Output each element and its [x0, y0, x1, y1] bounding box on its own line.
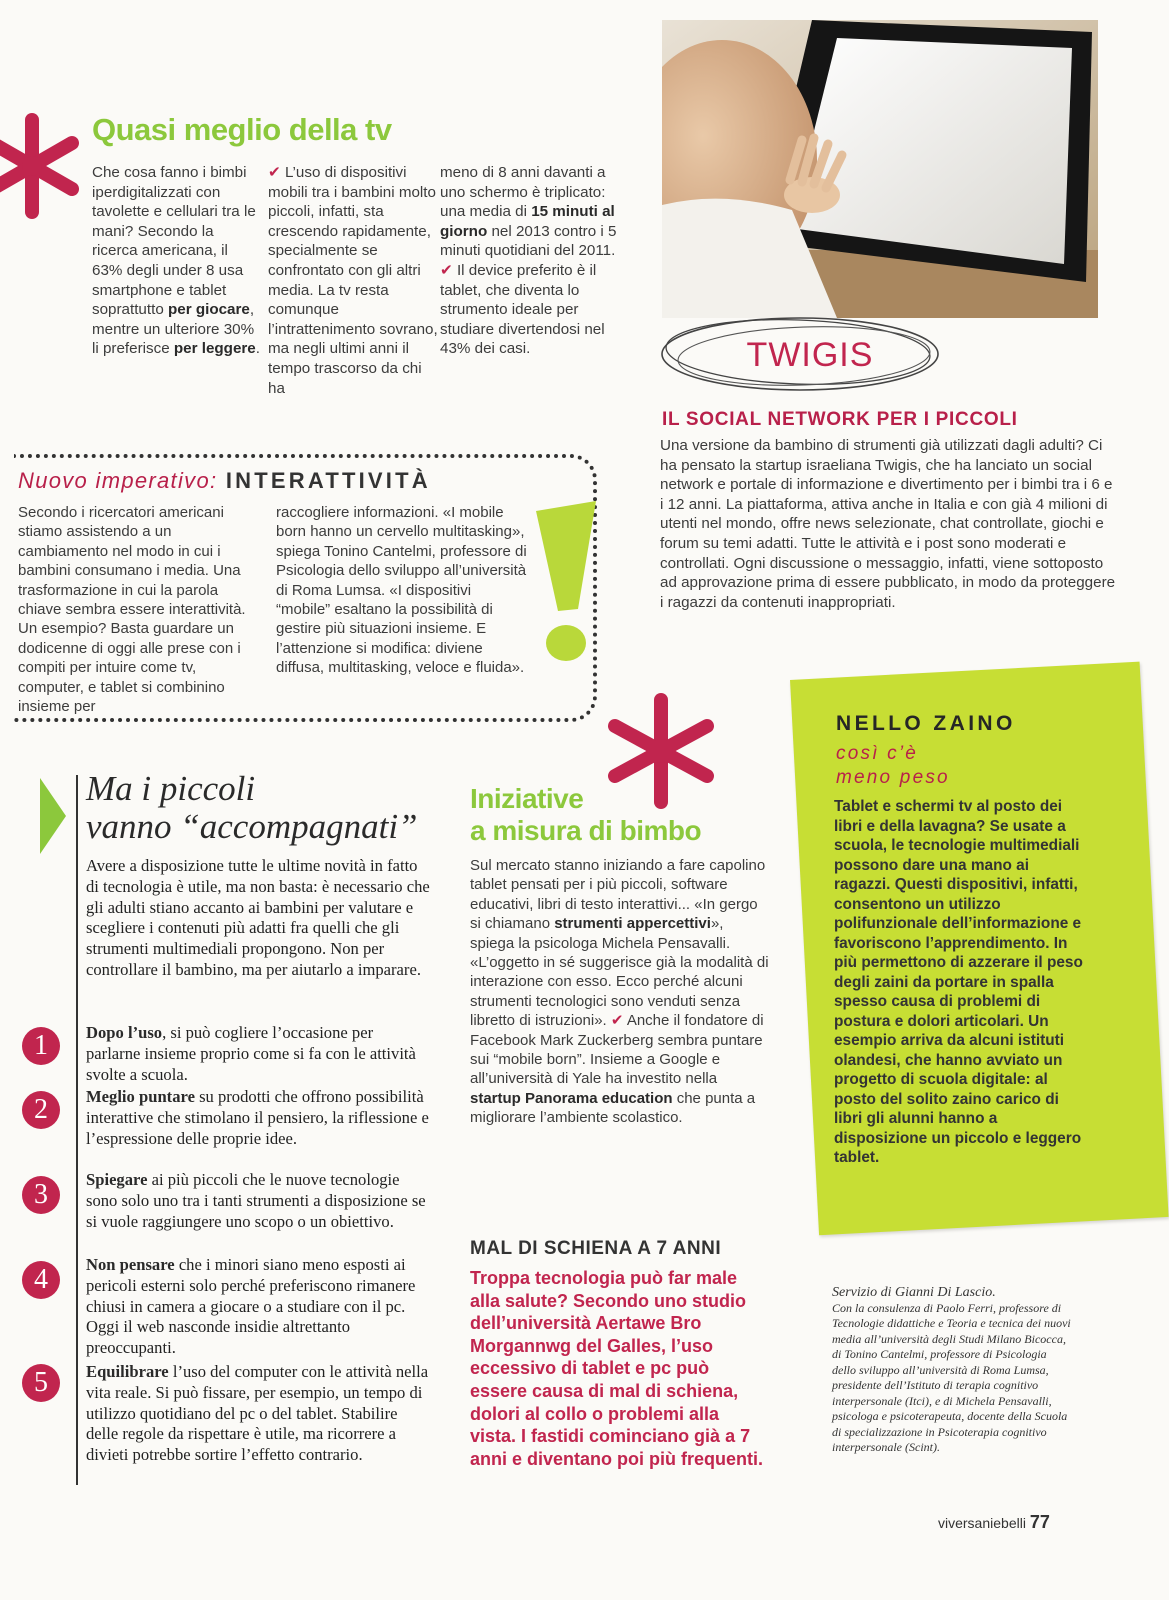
page-footer	[938, 1512, 1050, 1533]
item-text: l’uso del computer con le attività nella vita reale. Si può fissare, per esempio, un tempo di utilizzo quotidiano del pc o del tablet. Stabilire delle regole da rispettare è utile, ma ricorrere a divieti potrebbe sortire l’effetto contrario.	[86, 1362, 429, 1465]
number-badge: 5	[22, 1364, 60, 1402]
box-subtitle-line: così c’è	[836, 743, 919, 764]
twigis-logo-text: TWIGIS	[746, 336, 874, 374]
item-lead: Meglio puntare	[86, 1087, 195, 1106]
check-icon: ✔	[610, 1012, 624, 1030]
number-badge: 2	[22, 1091, 60, 1129]
item-lead: Spiegare	[86, 1170, 148, 1189]
text-run: Sul mercato stanno iniziando a fare capolino tablet pensati per i più piccoli, software educativi, libri di testo interattivi... «In gergo si chiamano	[470, 857, 766, 933]
number-badge: 1	[22, 1027, 60, 1065]
article-column	[268, 163, 438, 398]
item-lead: Non pensare	[86, 1255, 175, 1274]
vertical-rule	[76, 775, 78, 1485]
text-run: Il device preferito è il tablet, che diventa lo strumento ideale per studiare divertendosi nel 43% dei casi.	[440, 261, 605, 358]
list-item	[86, 1087, 431, 1149]
text-run: Anche il fondatore di Facebook Mark Zuckerberg sembra puntare sui “mobile born”. Insieme a Google e all’università di Yale ha investito nella	[470, 1012, 764, 1088]
article-column: Secondo i ricercatori americani stiamo assistendo a un cambiamento nel modo in cui i bambini consumano i media. Una trasformazione in cui la parola chiave sembra essere interattività. Un esempio? Basta guardare un dodicenne di oggi alle prese con i compiti per intuire come tv, computer, e tablet si combinino insieme per	[18, 504, 246, 716]
article-intro: Avere a disposizione tutte le ultime novità in fatto di tecnologia è utile, ma non basta: è necessario che gli adulti stiano accanto ai bambini per valutare e scegliere i contenuti più adatti fra quelli che gli strumenti multimediali propongono. Non per controllare il bambino, ma per aiutarlo a imparare.	[86, 856, 430, 979]
list-item	[86, 1023, 431, 1085]
item-text: , si può cogliere l’occasione per parlarne insieme proprio come si fa con le attività svolte a scuola.	[86, 1023, 416, 1084]
box-subtitle-line: meno peso	[836, 767, 950, 788]
check-icon: ✔	[440, 261, 453, 279]
text-run: che punta a migliorare l’ambiente scolastico.	[470, 1089, 756, 1127]
article-body	[470, 856, 770, 1128]
box-title: NELLO ZAINO	[836, 712, 1016, 735]
text-run: L’uso di dispositivi mobili tra i bambini molto piccoli, infatti, sta crescendo rapidamente, specialmente se confrontato con gli altri media. La tv resta comunque l’intrattenimento sovrano, ma negli ultimi anni il tempo trascorso da chi ha	[268, 164, 438, 397]
bold-run: strumenti appercettivi	[554, 915, 711, 933]
title-italic: Nuovo imperativo:	[18, 468, 218, 493]
bold-run: startup Panorama education	[470, 1089, 673, 1107]
bold-run: 15 minuti al giorno	[440, 203, 615, 240]
section-title	[470, 783, 701, 847]
list-item	[86, 1362, 431, 1466]
list-item	[86, 1170, 431, 1232]
box-subtitle	[836, 742, 1086, 790]
tablet-photo	[662, 20, 1098, 318]
list-item	[86, 1255, 431, 1359]
item-text: che i minori siano meno esposti ai pericoli esterni solo perché preferiscono rimanere chiusi in camera a giocare o a studiare con il pc. Oggi il web nasconde insidie altrettanto preoccupanti.	[86, 1255, 416, 1358]
article-column	[440, 163, 618, 359]
text-run: », spiega la psicologa Michela Pensavalli. «L’oggetto in sé suggerisce già la modalità di interazione con esso. Ecco perché alcuni strumenti tecnologici sono venduti senza libretto di istruzioni».	[470, 915, 769, 1030]
item-text: ai più piccoli che le nuove tecnologie sono solo uno tra i tanti strumenti a disposizione se si vuole raggiungere uno scopo o un obiettivo.	[86, 1170, 426, 1231]
title-caps: INTERATTIVITÀ	[225, 468, 431, 493]
number-badge: 3	[22, 1176, 60, 1214]
magazine-name: viversaniebelli	[938, 1515, 1026, 1531]
exclamation-icon	[530, 497, 600, 667]
title-line: Ma i piccoli	[86, 769, 256, 808]
title-line: Iniziative	[470, 783, 584, 814]
article-column: raccogliere informazioni. «I mobile born hanno un cervello multitasking», spiega Tonino Cantelmi, professore di Psicologia dello sviluppo all’università di Roma Lumsa. «I dispositivi “mobile” esaltano la possibilità di gestire più situazioni insieme. E l’attenzione si modifica: diviene diffusa, multitasking, veloce e fluida».	[276, 504, 527, 677]
section-title: MAL DI SCHIENA A 7 ANNI	[470, 1238, 722, 1259]
bold-run: per giocare	[167, 301, 250, 319]
box-body: Tablet e schermi tv al posto dei libri e della lavagna? Se usate a scuola, le tecnologie multimediali possono dare una mano ai ragazzi. Questi dispositivi, infatti, consentono un utilizzo polifunzionale dell’informazione e favoriscono l’apprendimento. In più permettono di azzerare il peso degli zaini da portare in spalla spesso causa di problemi di postura e dolori articolari. Un esempio arriva da alcuni istituti olandesi, che hanno avviato un progetto di scuola digitale: al posto del solito zaino carico di libri gli alunni hanno a disposizione un piccolo e leggero tablet.	[834, 798, 1083, 1166]
section-title	[18, 468, 431, 494]
article-body: Una versione da bambino di strumenti già utilizzati dagli adulti? Ci ha pensato la startup israeliana Twigis, che ha lanciato un social network e portale di informazione e divertimento per i bimbi tra i 6 e i 12 anni. La piattaforma, attiva anche in Italia e con già 4 milioni di utenti nel mondo, offre news selezionate, chat controllate, giochi e forum su temi adatti. Tutte le attività e i post sono moderati e controllati. Ogni discussione o messaggio, infatti, viene sottoposto ad approvazione prima di essere pubblicato, in modo da proteggere i ragazzi da contenuti inappropriati.	[660, 437, 1116, 611]
article-title	[86, 770, 418, 846]
section-title: IL SOCIAL NETWORK PER I PICCOLI	[662, 409, 1018, 430]
title-line: vanno “accompagnati”	[86, 807, 418, 846]
asterisk-icon	[0, 108, 86, 224]
text-run: meno di 8 anni davanti a uno schermo è triplicato: una media di	[440, 164, 606, 221]
number-badge: 4	[22, 1261, 60, 1299]
article-body: Troppa tecnologia può far male alla salute? Secondo uno studio dell’università Aertawe Bro Morgannwg del Galles, l’uso eccessivo di tablet e pc può essere causa di mal di schiena, dolori al collo o problemi alla vista. I fastidi cominciano già a 7 anni e diventano poi più frequenti.	[470, 1268, 764, 1469]
text-run: , mentre un ulteriore 30% li preferisce	[92, 301, 255, 358]
credits-author: Servizio di Gianni Di Lascio.	[832, 1285, 996, 1300]
arrow-icon	[38, 778, 68, 854]
item-lead: Dopo l’uso	[86, 1023, 163, 1042]
page-number: 77	[1029, 1512, 1050, 1532]
text-run: .	[255, 340, 260, 358]
item-lead: Equilibrare	[86, 1362, 169, 1381]
section-title: Quasi meglio della tv	[92, 112, 392, 147]
credits	[832, 1285, 1072, 1456]
check-icon: ✔	[268, 164, 281, 181]
bold-run: per leggere	[173, 340, 256, 358]
item-text: su prodotti che offrono possibilità interattive che stimolano il pensiero, la riflessione e l’espressione delle proprie idee.	[86, 1087, 429, 1148]
article-column	[92, 163, 262, 359]
twigis-logo	[660, 314, 950, 394]
credits-text: Con la consulenza di Paolo Ferri, professore di Tecnologie didattiche e Teoria e tecnica dei nuovi media all’università degli Studi Milano Bicocca, di Tonino Cantelmi, professore di Psicologia dello sviluppo all’università di Roma Lumsa, presidente dell’Istituto di terapia cognitivo interpersonale (Itci), e di Michela Pensavalli, psicologa e psicoterapeuta, docente della Scuola di specializzazione in Psicoterapia cognitivo interpersonale (Scint).	[832, 1300, 1071, 1454]
text-run: nel 2013 contro i 5 minuti quotidiani del 2011.	[440, 222, 617, 260]
text-run: Che cosa fanno i bimbi iperdigitalizzati con tavolette e cellulari tra le mani? Secondo la ricerca americana, il 63% degli under 8 usa smartphone e tablet soprattutto	[92, 164, 256, 319]
title-line: a misura di bimbo	[470, 815, 702, 846]
